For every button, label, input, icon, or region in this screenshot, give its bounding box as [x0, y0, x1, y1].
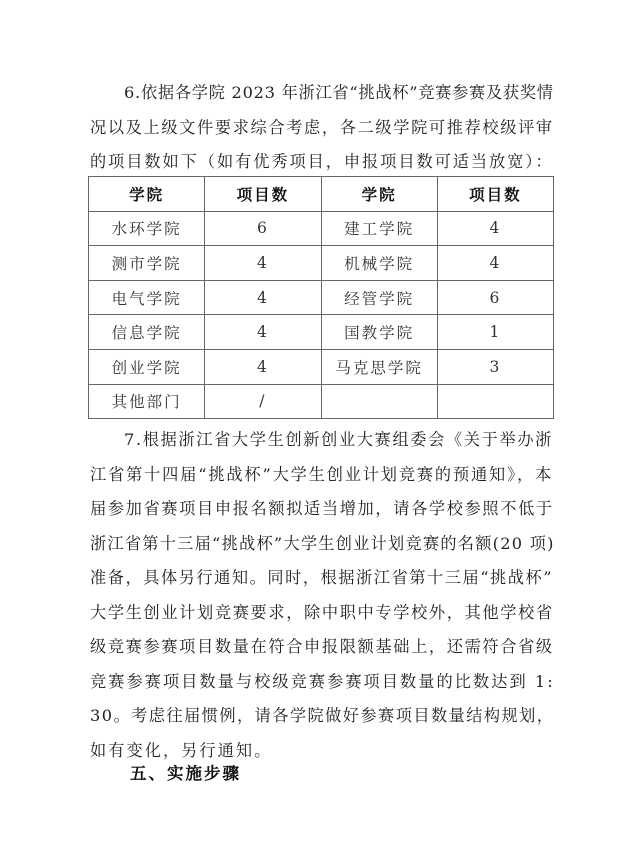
- count-cell: 4: [205, 246, 321, 281]
- college-cell: 国教学院: [321, 315, 437, 350]
- text-line: 况以及上级文件要求综合考虑，各二级学院可推荐校级评审: [90, 117, 554, 137]
- college-cell: 建工学院: [321, 211, 437, 246]
- table-row: [89, 315, 554, 350]
- college-cell: 电气学院: [89, 280, 205, 315]
- header-project-count: 项目数: [437, 177, 553, 212]
- table-row: [89, 349, 554, 384]
- count-cell: 4: [437, 246, 553, 281]
- text-line: 竞赛参赛项目数量与校级竞赛参赛项目数量的比数达到 1:: [90, 671, 555, 691]
- header-project-count: 项目数: [205, 177, 321, 212]
- table-row: [89, 384, 554, 419]
- text-line: 7.根据浙江省大学生创新创业大赛组委会《关于举办浙: [124, 430, 554, 449]
- count-cell: 6: [437, 280, 553, 315]
- college-cell: 水环学院: [89, 211, 205, 246]
- section-heading: 五、实施步骤: [130, 764, 241, 783]
- paragraph-7: [90, 423, 555, 768]
- count-cell: 4: [205, 280, 321, 315]
- table-row: [89, 211, 554, 246]
- college-cell: 马克思学院: [321, 349, 437, 384]
- text-line: 30。考虑往届惯例，请各学院做好参赛项目数量结构规划，: [90, 706, 555, 725]
- college-cell: 测市学院: [89, 246, 205, 281]
- paragraph-6: [90, 76, 555, 180]
- text-line: 级竞赛参赛项目数量在符合申报限额基础上，还需符合省级: [90, 637, 554, 656]
- count-cell: [437, 384, 553, 419]
- table-row: [89, 280, 554, 315]
- college-cell: 经管学院: [321, 280, 437, 315]
- table-header-row: [89, 177, 554, 212]
- college-cell: [321, 384, 437, 419]
- text-line: 大学生创业计划竞赛要求，除中职中专学校外，其他学校省: [90, 602, 554, 622]
- text-line: 的项目数如下（如有优秀项目，申报项目数可适当放宽）：: [90, 152, 554, 171]
- text-line: 如有变化，另行通知。: [90, 740, 273, 760]
- count-cell: 4: [437, 211, 553, 246]
- text-line: 江省第十四届“挑战杯”大学生创业计划竞赛的预通知》，本: [90, 464, 554, 484]
- count-cell: 6: [205, 211, 321, 246]
- count-cell: 4: [205, 315, 321, 350]
- header-college: 学院: [321, 177, 437, 212]
- text-line: 浙江省第十三届“挑战杯”大学生创业计划竞赛的名额(20 项): [90, 533, 555, 553]
- project-quota-table: [88, 176, 554, 419]
- count-cell: 3: [437, 349, 553, 384]
- table-row: [89, 246, 554, 281]
- college-cell: 信息学院: [89, 315, 205, 350]
- text-line: 准备，具体另行通知。同时，根据浙江省第十三届“挑战杯”: [90, 568, 554, 587]
- count-cell: /: [205, 384, 321, 419]
- college-cell: 机械学院: [321, 246, 437, 281]
- text-line: 届参加省赛项目申报名额拟适当增加，请各学校参照不低于: [90, 499, 554, 518]
- college-cell: 其他部门: [89, 384, 205, 419]
- text-line: 6.依据各学院 2023 年浙江省“挑战杯”竞赛参赛及获奖情: [124, 83, 554, 102]
- header-college: 学院: [89, 177, 205, 212]
- college-cell: 创业学院: [89, 349, 205, 384]
- count-cell: 4: [205, 349, 321, 384]
- count-cell: 1: [437, 315, 553, 350]
